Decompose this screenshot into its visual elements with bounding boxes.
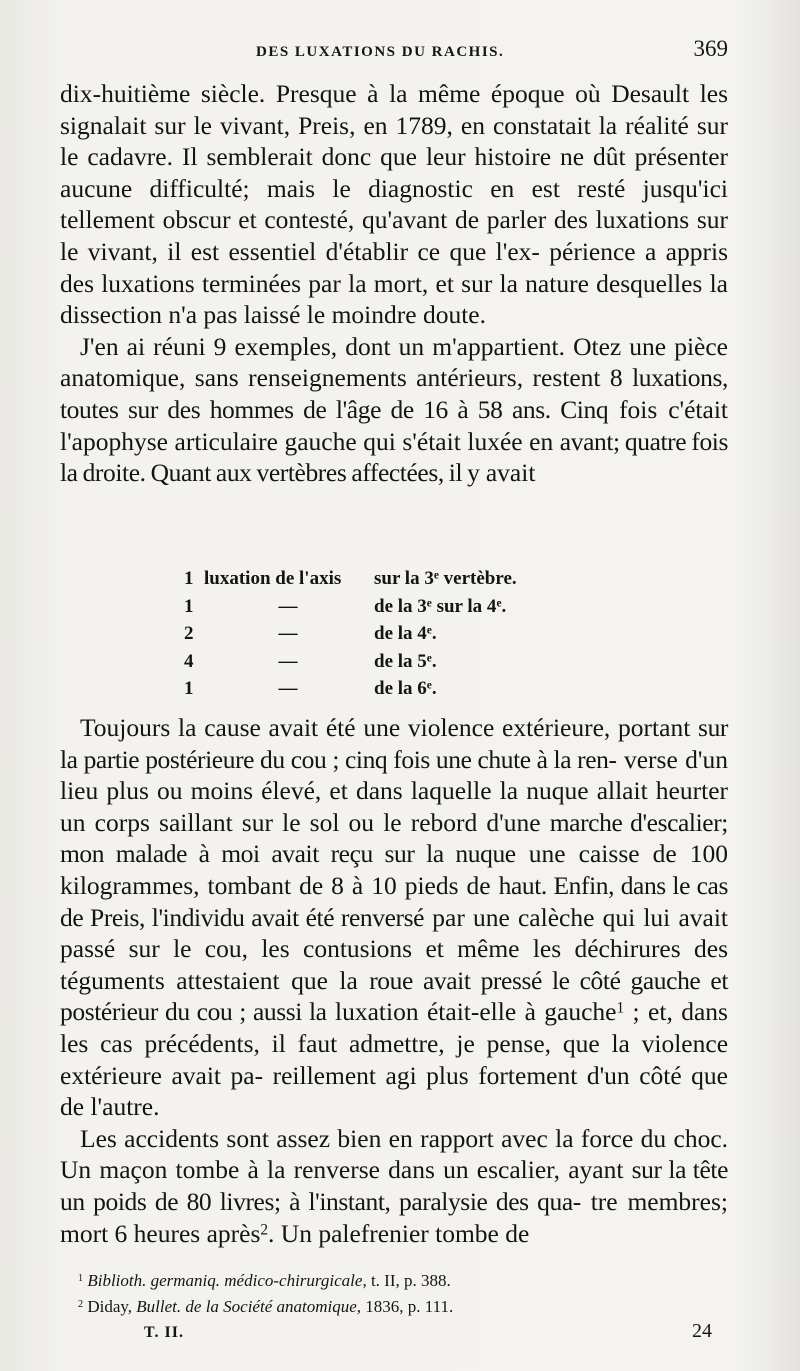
- text-line: faut admettre, je pense, que la violence extérieure avait pa-: [60, 1028, 729, 1090]
- running-title: DES LUXATIONS DU RACHIS.: [256, 44, 505, 60]
- paragraph-3: [60, 712, 728, 1123]
- vertebra-cell: de la 6e.: [374, 678, 437, 699]
- footnote-author: Diday,: [87, 1297, 137, 1316]
- table-row: [60, 565, 728, 593]
- page-number: 369: [693, 36, 728, 61]
- footnote-source: Biblioth. germaniq. médico-chirurgicale: [87, 1271, 363, 1290]
- text-line: reillement agi plus fortement d'un côté que de l'autre.: [60, 1060, 729, 1122]
- footnote-mark: 1: [78, 1272, 84, 1284]
- text-line: la nature desquelles la dissection n'a pas laissé le moindre: [60, 268, 728, 330]
- count-cell: 4: [184, 650, 194, 672]
- footnotes: [78, 1268, 728, 1320]
- paragraph-1: [60, 78, 728, 331]
- text-line: sur la partie postérieure du cou ; cinq fois une chute à la ren-: [60, 713, 729, 774]
- text-line: par une calèche qui lui avait passé sur le cou, les contusions: [60, 902, 729, 964]
- footnote-ref: 1: [616, 999, 625, 1017]
- ditto-dash: —: [278, 595, 298, 617]
- text-line: allait heurter un corps saillant sur le sol ou le rebord d'une: [60, 776, 729, 837]
- footnote-mark: 2: [78, 1298, 84, 1310]
- text-line: tre membres; mort 6 heures après$^2$. Un palefrenier tombe de: [60, 1186, 729, 1248]
- table-row: [60, 675, 728, 703]
- text-line: avait: [485, 458, 536, 488]
- text-line: sur la tête un poids de 80 livres; à l'instant, paralysie des qua-: [60, 1155, 728, 1216]
- text-line: choc. Un maçon tombe à la renverse dans un escalier, ayant: [60, 1123, 729, 1185]
- table-row: [60, 620, 728, 648]
- volume-signature: T. II.: [144, 1324, 184, 1341]
- table-row: [60, 593, 728, 621]
- text-line: J'en ai réuni 9 exemples, dont un m'appartient. Otez une: [80, 331, 667, 361]
- vertebra-cell: de la 4e.: [374, 623, 437, 644]
- text-line: dix-huitième siècle. Presque à la même époque où Desault: [60, 79, 690, 108]
- paragraph-4: [60, 1123, 728, 1249]
- text-line: haut. Enfin, dans le cas de Preis, l'individu avait été renversé: [60, 870, 728, 932]
- count-cell: 1: [184, 678, 194, 699]
- footnote: [78, 1268, 728, 1294]
- footnote-citation: , t. II, p. 388.: [362, 1271, 451, 1290]
- text-line: fois c'était l'apophyse articulaire gauche qui s'était luxée en: [60, 394, 728, 456]
- text-line: luxations, toutes sur des hommes de l'âge de 16 à 58 ans. Cinq: [60, 363, 728, 424]
- ditto-dash: —: [278, 650, 298, 672]
- text-line: réalité sur le cadavre. Il semblerait donc que leur histoire ne: [60, 110, 729, 172]
- vertebra-cell: de la 5e.: [374, 650, 437, 672]
- paragraph-2: [60, 331, 728, 489]
- sheet-number: 24: [692, 1320, 712, 1342]
- text-line: verse d'un lieu plus ou moins élevé, et dans laquelle la nuque: [60, 744, 728, 806]
- text-line: une caisse de 100 kilogrammes, tombant de 8 à 10 pieds de: [60, 839, 728, 900]
- ditto-dash: —: [278, 623, 298, 644]
- count-cell: 1: [184, 595, 194, 617]
- body-text-bottom: [60, 712, 728, 1249]
- page-header: [0, 34, 800, 64]
- text-line: jusqu'ici tellement obscur et contesté, qu'avant de parler des: [60, 173, 728, 235]
- text-line: pièce anatomique, sans renseignements antérieurs, restent 8: [60, 331, 728, 393]
- body-text-top: [60, 78, 728, 489]
- text-line: luxations sur le vivant, il est essentiel d'établir ce que l'ex-: [60, 205, 728, 266]
- text-line: avant; quatre fois la droite. Quant aux vertèbres affectées, il y: [60, 426, 728, 488]
- text-line: doute.: [422, 300, 486, 330]
- description-cell: luxation de l'axis: [204, 568, 342, 589]
- page-footer: [0, 1320, 800, 1350]
- footnote-citation: , 1836, p. 111.: [356, 1297, 454, 1316]
- footnote-ref: 2: [260, 1220, 269, 1238]
- luxation-table: [60, 565, 728, 703]
- footnote: [78, 1294, 728, 1320]
- vertebra-cell: de la 3e sur la 4e.: [374, 595, 507, 617]
- text-line: Toujours la cause avait été une violence extérieure, portant: [80, 713, 691, 742]
- text-line: roue avait pressé le côté gauche et postérieur du cou ; aussi la: [60, 965, 728, 1027]
- count-cell: 1: [184, 568, 194, 589]
- table-row: [60, 648, 728, 676]
- text-line: et même les déchirures des téguments attestaient que la: [60, 934, 729, 995]
- vertebra-cell: sur la 3e vertèbre.: [374, 568, 517, 589]
- text-line: marche d'escalier; mon malade à moi avait reçu sur la nuque: [60, 807, 728, 869]
- text-line: périence a appris des luxations terminées par la mort, et sur: [60, 236, 728, 298]
- footnote-source: Bullet. de la Société anatomique: [136, 1297, 357, 1316]
- count-cell: 2: [184, 623, 194, 644]
- text-line: les signalait sur le vivant, Preis, en 1789, en constatait la: [60, 79, 729, 140]
- ditto-dash: —: [278, 678, 298, 699]
- text-line: dût présenter aucune difficulté; mais le diagnostic en est resté: [60, 142, 729, 203]
- text-line: luxation était-elle à gauche$^1$ ; et, dans les cas précédents, il: [60, 997, 728, 1058]
- text-line: Les accidents sont assez bien en rapport avec la force du: [80, 1123, 667, 1153]
